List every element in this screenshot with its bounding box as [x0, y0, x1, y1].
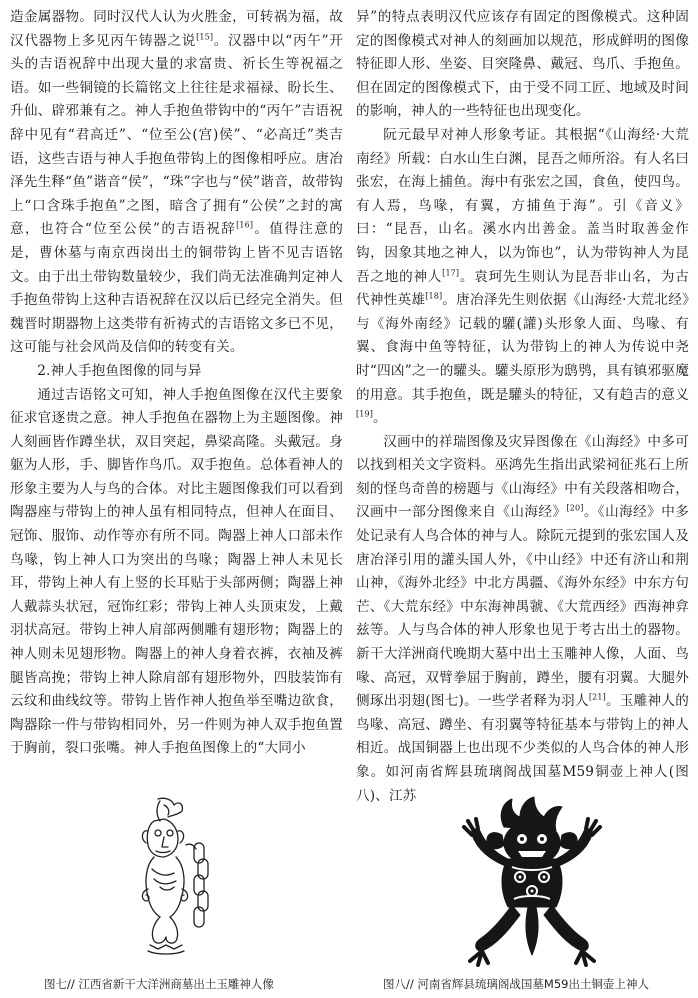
- text-run: 异”的特点表明汉代应该存有固定的图像模式。这种固定的图像模式对神人的刻画加以规范，形成鲜明的图像特征即人形、坐姿、目突隆鼻、戴冠、鸟爪、手抱鱼。但在固定的图像模式下，由于受不同工匠、地域及时间的影响，神人的一些特征也出现变化。: [356, 9, 689, 120]
- text-run: 通过吉语铭文可知，神人手抱鱼图像在汉代主要象征求官逐贵之意。神人手抱鱼在器物上为主题图像。神人刻画皆作蹲坐状，双目突起，鼻梁高隆。头戴冠。身躯为人形，手、脚皆作鸟爪。双手抱鱼。总体看神人的形象主要为人与鸟的合体。对比主题图像我们可以看到陶器座与带钩上的神人虽有相同特点，但神人在面目、冠饰、服饰、动作等亦有所不同。陶器上神人口部未作鸟喙，钩上神人口为突出的鸟喙；陶器上神人未见长耳，带钩上神人有上竖的长耳贴于头部两侧；陶器上神人戴蒜头状冠，冠饰红彩；带钩上神人头顶束发，上戴羽状高冠。带钩上神人肩部两侧雕有翅形物；陶器上的神人则未见翅形物。陶器上的神人身着衣裤，衣袖及裤腿皆高挽；带钩上神人除肩部有翅形物外，四肢装饰有云纹和曲线纹等。带钩上皆作神人抱鱼举至嘴边欲食，陶器除一件与带钩相同外，另一件则为神人双手抱鱼置于胸前，裂口张嘴。神人手抱鱼图像上的“大同小: [10, 386, 343, 757]
- text-run: 。汉器中以“丙午”开头的吉语祝辞中出现大量的求富贵、祈长生等祝福之语。如一些铜镜的长篇铭文上往往是求福禄、盼长生、升仙、辟邪兼有之。神人手抱鱼带钩中的“丙午”吉语祝辞中见有“君高迁”、“位至公(宫)侯”、“必高迁”类吉语，这些吉语与神人手抱鱼带钩上的图像相呼应。唐冶泽先生释“鱼”谐音“侯”，“珠”字也与“侯”谐音，故带钩上“口含珠手抱鱼”之图，暗含了拥有“公侯”之封的寓意，也符合“位至公侯”的吉语祝辞: [10, 32, 344, 238]
- citation-reference: [15]: [196, 32, 214, 42]
- figure-8-caption: 图八// 河南省辉县琉璃阁战国墓M59出土铜壶上神人: [383, 977, 649, 991]
- citation-reference: [18]: [425, 291, 443, 301]
- left-paragraph-2: [10, 360, 343, 384]
- right-paragraph-1: [356, 6, 689, 124]
- citation-reference: [19]: [356, 409, 374, 419]
- right-text-column: [356, 6, 689, 808]
- citation-reference: [17]: [442, 268, 460, 277]
- text-run: 阮元最早对神人形象考证。其根据“《山海经·大荒南经》所载：白水山生白渊，昆吾之师所浴。有人名曰张宏，在海上捕鱼。海中有张宏之国，食鱼，使四鸟。有人焉，鸟喙，有翼，方捕鱼于海”。引《音义》曰：“昆吾，山名。溪水内出善金。盖当时取善金作钩，因象其地之神人，以为饰也”，认为带钩神人为昆吾之地的神人: [356, 126, 689, 285]
- text-run: 2.神人手抱鱼图像的同与异: [37, 362, 202, 379]
- text-run: 。玉雕神人的鸟喙、高冠、蹲坐、有羽翼等特征基本与带钩上的神人相近。战国铜器上也出现不少类似的人鸟合体的神人形象。如河南省辉县琉璃阁战国墓M59铜壶上神人(图八)、江苏: [356, 693, 689, 804]
- right-paragraph-3: [356, 431, 689, 809]
- citation-reference: [21]: [588, 692, 606, 702]
- text-run: 造金属器物。同时汉代人认为火胜金，可转祸为福，故汉代器物上多见丙午铸器之说: [10, 9, 343, 49]
- left-paragraph-3: [10, 384, 343, 762]
- figure-7-caption: 图七// 江西省新干大洋洲商墓出土玉雕神人像: [44, 977, 274, 991]
- figure-7-jade-figure-drawing: [120, 795, 228, 965]
- left-paragraph-1: [10, 6, 343, 360]
- text-run: 。值得注意的是，曹休墓与南京西岗出土的铜带钩上皆不见吉语铭文。由于出土带钩数量较少，我们尚无法准确判定神人手抱鱼带钩上这种吉语祝辞在汉以后已经完全消失。但魏晋时期器物上这类带有祈祷式的吉语铭文多已不见，这可能与社会风尚及信仰的转变有关。: [10, 221, 343, 356]
- text-run: 。: [373, 410, 387, 427]
- text-run: 。袁珂先生则认为昆吾非山名，为古代神性英雄: [356, 268, 689, 309]
- figure-8-bronze-vessel-figure: [452, 795, 604, 967]
- text-run: 汉画中的祥瑞图像及灾异图像在《山海经》中多可以找到相关文字资料。巫鸿先生指出武梁祠征兆石上所刻的怪鸟奇兽的榜题与《山海经》中有关段落相吻合，汉画中一部分图像来自《山海经》: [356, 433, 689, 521]
- citation-reference: [20]: [566, 503, 584, 513]
- text-run: 。唐冶泽先生则依据《山海经·大荒北经》与《海外南经》记载的驩(讙)头形象人面、鸟喙、有翼、食海中鱼等特征，认为带钩上的神人为传说中尧时“四凶”之一的驩头。驩头原形为鸱鸮，具有镇邪驱魔的用意。其手抱鱼，既是驩头的特征，又有趋吉的意义: [356, 292, 690, 403]
- text-run: 。《山海经》中多处记录有人鸟合体的神与人。除阮元提到的张宏国人及唐冶泽引用的讙头国人外，《中山经》中还有济山和荆山神，《海外北经》中北方禺疆、《海外东经》中东方句芒、《大荒东经》中东海神禺虢、《大荒西经》西海神弇兹等。人与鸟合体的神人形象也见于考古出土的器物。新干大洋洲商代晚期大墓中出土玉雕神人像，人面、鸟喙、高冠，双臂拳屈于胸前，蹲坐，腰有羽翼。大腿外侧琢出羽翅(图七)。一些学者释为羽人: [356, 504, 689, 710]
- left-text-column: [10, 6, 343, 761]
- right-paragraph-2: [356, 124, 689, 431]
- citation-reference: [16]: [236, 220, 254, 230]
